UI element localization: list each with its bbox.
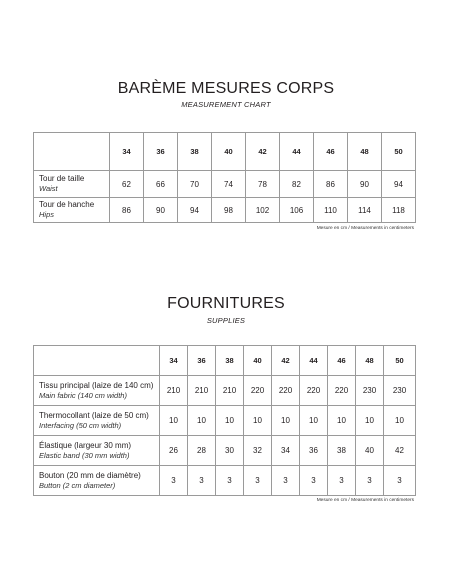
units-note: Mesure en cm / Measurements in centimeters — [316, 226, 414, 231]
row-label — [34, 198, 110, 223]
table-cell: 3 — [384, 466, 416, 496]
table-cell: 220 — [272, 376, 300, 406]
table-row — [34, 171, 416, 198]
table-cell: 3 — [160, 466, 188, 496]
body-chart-title: BARÈME MESURES CORPS — [117, 80, 335, 97]
row-label-en: Interfacing (50 cm width) — [39, 420, 122, 430]
table-cell: 10 — [244, 406, 272, 436]
table-cell: 102 — [246, 198, 280, 223]
header-empty-cell — [34, 346, 160, 376]
size-header: 46 — [314, 133, 348, 171]
table-cell: 3 — [272, 466, 300, 496]
row-label — [34, 466, 160, 496]
table-cell: 62 — [110, 171, 144, 198]
size-header: 34 — [160, 346, 188, 376]
table-row — [34, 466, 416, 496]
row-label-en: Hips — [39, 210, 55, 219]
row-label — [34, 436, 160, 466]
table-cell: 86 — [314, 171, 348, 198]
row-label-en: Elastic band (30 mm width) — [39, 450, 130, 460]
row-label-en: Waist — [39, 184, 58, 193]
size-header: 44 — [280, 133, 314, 171]
table-cell: 78 — [246, 171, 280, 198]
row-label-fr: Tour de taille — [39, 174, 85, 183]
table-cell: 210 — [216, 376, 244, 406]
table-cell: 36 — [300, 436, 328, 466]
table-cell: 3 — [216, 466, 244, 496]
table-cell: 110 — [314, 198, 348, 223]
table-cell: 3 — [244, 466, 272, 496]
supplies-table — [33, 345, 416, 496]
table-cell: 70 — [178, 171, 212, 198]
table-cell: 230 — [384, 376, 416, 406]
table-cell: 86 — [110, 198, 144, 223]
size-header: 42 — [272, 346, 300, 376]
table-row — [34, 436, 416, 466]
row-label-fr: Tour de hanche — [39, 200, 95, 209]
table-row — [34, 376, 416, 406]
table-cell: 210 — [160, 376, 188, 406]
table-cell: 90 — [144, 198, 178, 223]
size-header: 44 — [300, 346, 328, 376]
table-cell: 74 — [212, 171, 246, 198]
size-header: 48 — [356, 346, 384, 376]
table-cell: 3 — [300, 466, 328, 496]
table-cell: 3 — [188, 466, 216, 496]
table-cell: 114 — [348, 198, 382, 223]
body-chart-subtitle: MEASUREMENT CHART — [181, 100, 271, 109]
table-cell: 26 — [160, 436, 188, 466]
size-header: 40 — [212, 133, 246, 171]
body-measurement-table — [33, 132, 416, 223]
size-header: 38 — [178, 133, 212, 171]
table-cell: 82 — [280, 171, 314, 198]
table-cell: 10 — [216, 406, 244, 436]
size-header: 42 — [246, 133, 280, 171]
row-label-fr: Bouton (20 mm de diamètre) — [39, 470, 141, 480]
table-cell: 230 — [356, 376, 384, 406]
table-cell: 10 — [160, 406, 188, 436]
row-label-en: Main fabric (140 cm width) — [39, 390, 127, 400]
table-header-row — [34, 133, 416, 171]
table-cell: 10 — [300, 406, 328, 436]
table-cell: 210 — [188, 376, 216, 406]
row-label-fr: Tissu principal (laize de 140 cm) — [39, 380, 154, 390]
table-cell: 106 — [280, 198, 314, 223]
table-cell: 10 — [188, 406, 216, 436]
size-header: 48 — [348, 133, 382, 171]
table-cell: 98 — [212, 198, 246, 223]
table-cell: 10 — [272, 406, 300, 436]
size-header: 40 — [244, 346, 272, 376]
size-header: 36 — [144, 133, 178, 171]
table-cell: 38 — [328, 436, 356, 466]
size-header: 34 — [110, 133, 144, 171]
table-cell: 94 — [178, 198, 212, 223]
table-cell: 32 — [244, 436, 272, 466]
table-row — [34, 198, 416, 223]
row-label — [34, 376, 160, 406]
table-cell: 10 — [384, 406, 416, 436]
table-cell: 220 — [300, 376, 328, 406]
table-cell: 94 — [382, 171, 416, 198]
table-cell: 3 — [328, 466, 356, 496]
table-cell: 30 — [216, 436, 244, 466]
size-header: 38 — [216, 346, 244, 376]
table-cell: 220 — [244, 376, 272, 406]
size-header: 36 — [188, 346, 216, 376]
table-cell: 28 — [188, 436, 216, 466]
row-label-fr: Thermocollant (laize de 50 cm) — [39, 410, 149, 420]
row-label-en: Button (2 cm diameter) — [39, 480, 116, 490]
table-cell: 3 — [356, 466, 384, 496]
table-cell: 220 — [328, 376, 356, 406]
size-header: 50 — [382, 133, 416, 171]
row-label — [34, 406, 160, 436]
size-header: 46 — [328, 346, 356, 376]
table-cell: 34 — [272, 436, 300, 466]
table-cell: 10 — [328, 406, 356, 436]
table-header-row — [34, 346, 416, 376]
table-cell: 118 — [382, 198, 416, 223]
units-note: Mesure en cm / Measurements in centimeters — [316, 498, 414, 503]
row-label-fr: Élastique (largeur 30 mm) — [39, 440, 132, 450]
table-cell: 40 — [356, 436, 384, 466]
table-cell: 90 — [348, 171, 382, 198]
table-cell: 42 — [384, 436, 416, 466]
header-empty-cell — [34, 133, 110, 171]
row-label — [34, 171, 110, 198]
supplies-title: FOURNITURES — [167, 295, 285, 312]
table-cell: 10 — [356, 406, 384, 436]
supplies-subtitle: SUPPLIES — [206, 316, 246, 325]
table-row — [34, 406, 416, 436]
size-header: 50 — [384, 346, 416, 376]
table-cell: 66 — [144, 171, 178, 198]
